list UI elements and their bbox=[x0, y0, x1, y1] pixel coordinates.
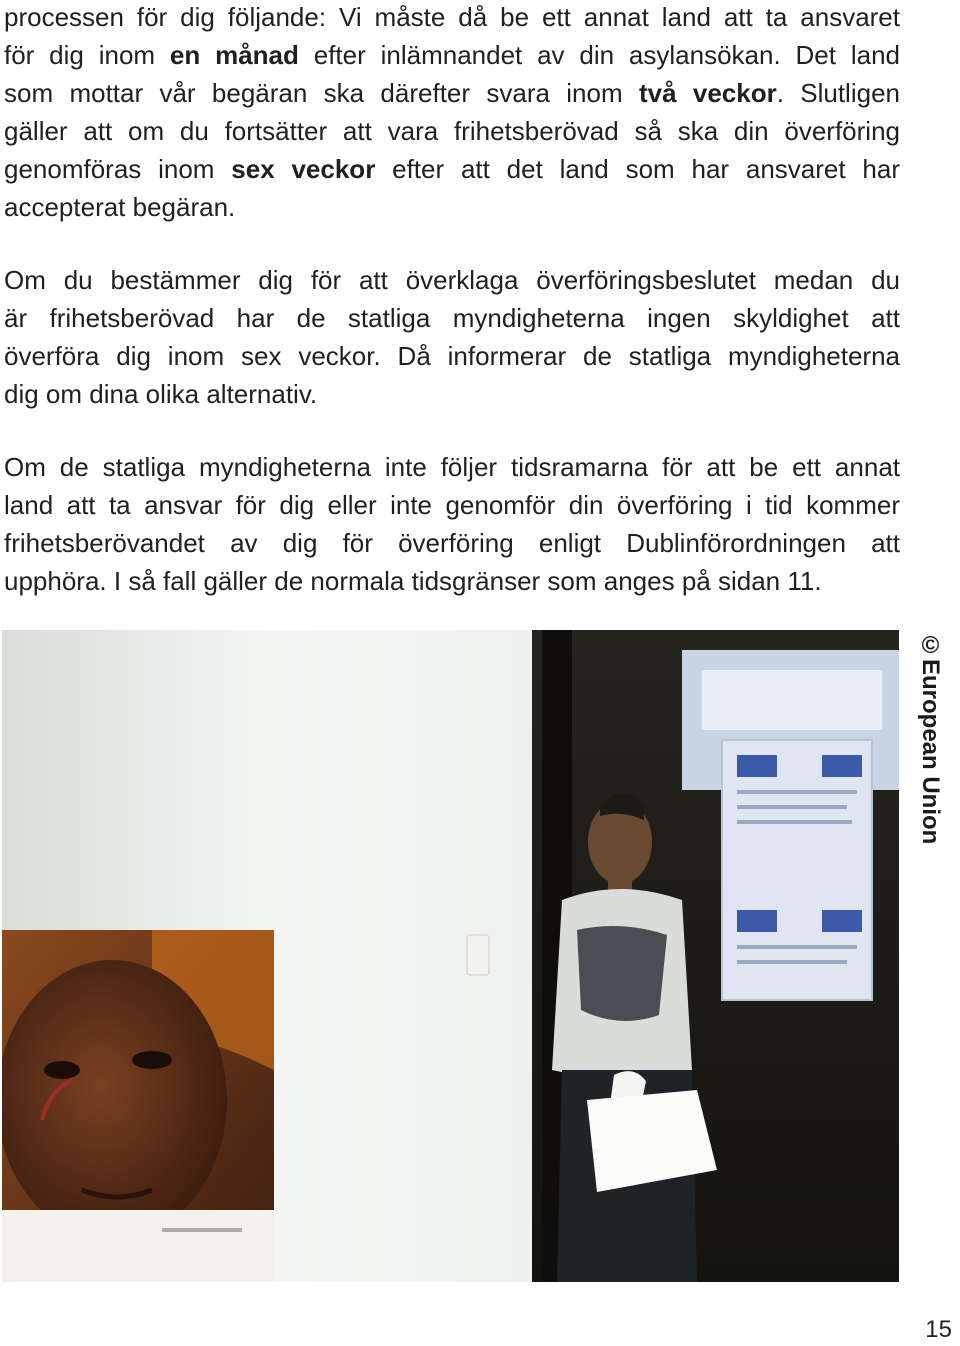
text-line: för dig inom en månad efter inlämnandet av din asylansökan. Det land bbox=[4, 40, 900, 70]
emphasis: en månad bbox=[169, 40, 299, 70]
text-line: Om de statliga myndigheterna inte följer tidsramarna för att be ett annat bbox=[4, 452, 900, 482]
text-line: land att ta ansvar för dig eller inte genomför din överföring i tid kommer bbox=[4, 490, 900, 520]
text-line: genomföras inom sex veckor efter att det land som har ansvaret har bbox=[4, 154, 900, 184]
photo bbox=[2, 630, 899, 1282]
text-line: som mottar vår begäran ska därefter svara inom två veckor. Slutligen bbox=[4, 78, 900, 108]
text-line: upphöra. I så fall gäller de normala tidsgränser som anges på sidan 11. bbox=[4, 566, 822, 596]
photo-illustration bbox=[2, 630, 899, 1282]
text-line: överföra dig inom sex veckor. Då informerar de statliga myndigheterna bbox=[4, 341, 900, 371]
page-number: 15 bbox=[925, 1316, 952, 1343]
photo-credit-text: ©European Union bbox=[917, 632, 944, 845]
photo-credit bbox=[908, 632, 952, 1112]
text-line: gäller att om du fortsätter att vara frihetsberövad så ska din överföring bbox=[4, 116, 900, 146]
text-line: är frihetsberövad har de statliga myndigheterna ingen skyldighet att bbox=[4, 303, 900, 333]
emphasis: två veckor bbox=[638, 78, 777, 108]
text-line: Om du bestämmer dig för att överklaga överföringsbeslutet medan du bbox=[4, 265, 900, 295]
paragraph-appeal bbox=[4, 261, 900, 413]
emphasis: sex veckor bbox=[231, 154, 376, 184]
text-line: processen för dig följande: Vi måste då be ett annat land att ta ansvaret bbox=[4, 2, 900, 32]
text-line: dig om dina olika alternativ. bbox=[4, 379, 318, 409]
text-line: accepterat begäran. bbox=[4, 192, 236, 222]
paragraph-transfer-deadlines bbox=[4, 0, 900, 226]
paragraph-time-limits bbox=[4, 448, 900, 600]
text-line: frihetsberövandet av dig för överföring enligt Dublinförordningen att bbox=[4, 528, 900, 558]
